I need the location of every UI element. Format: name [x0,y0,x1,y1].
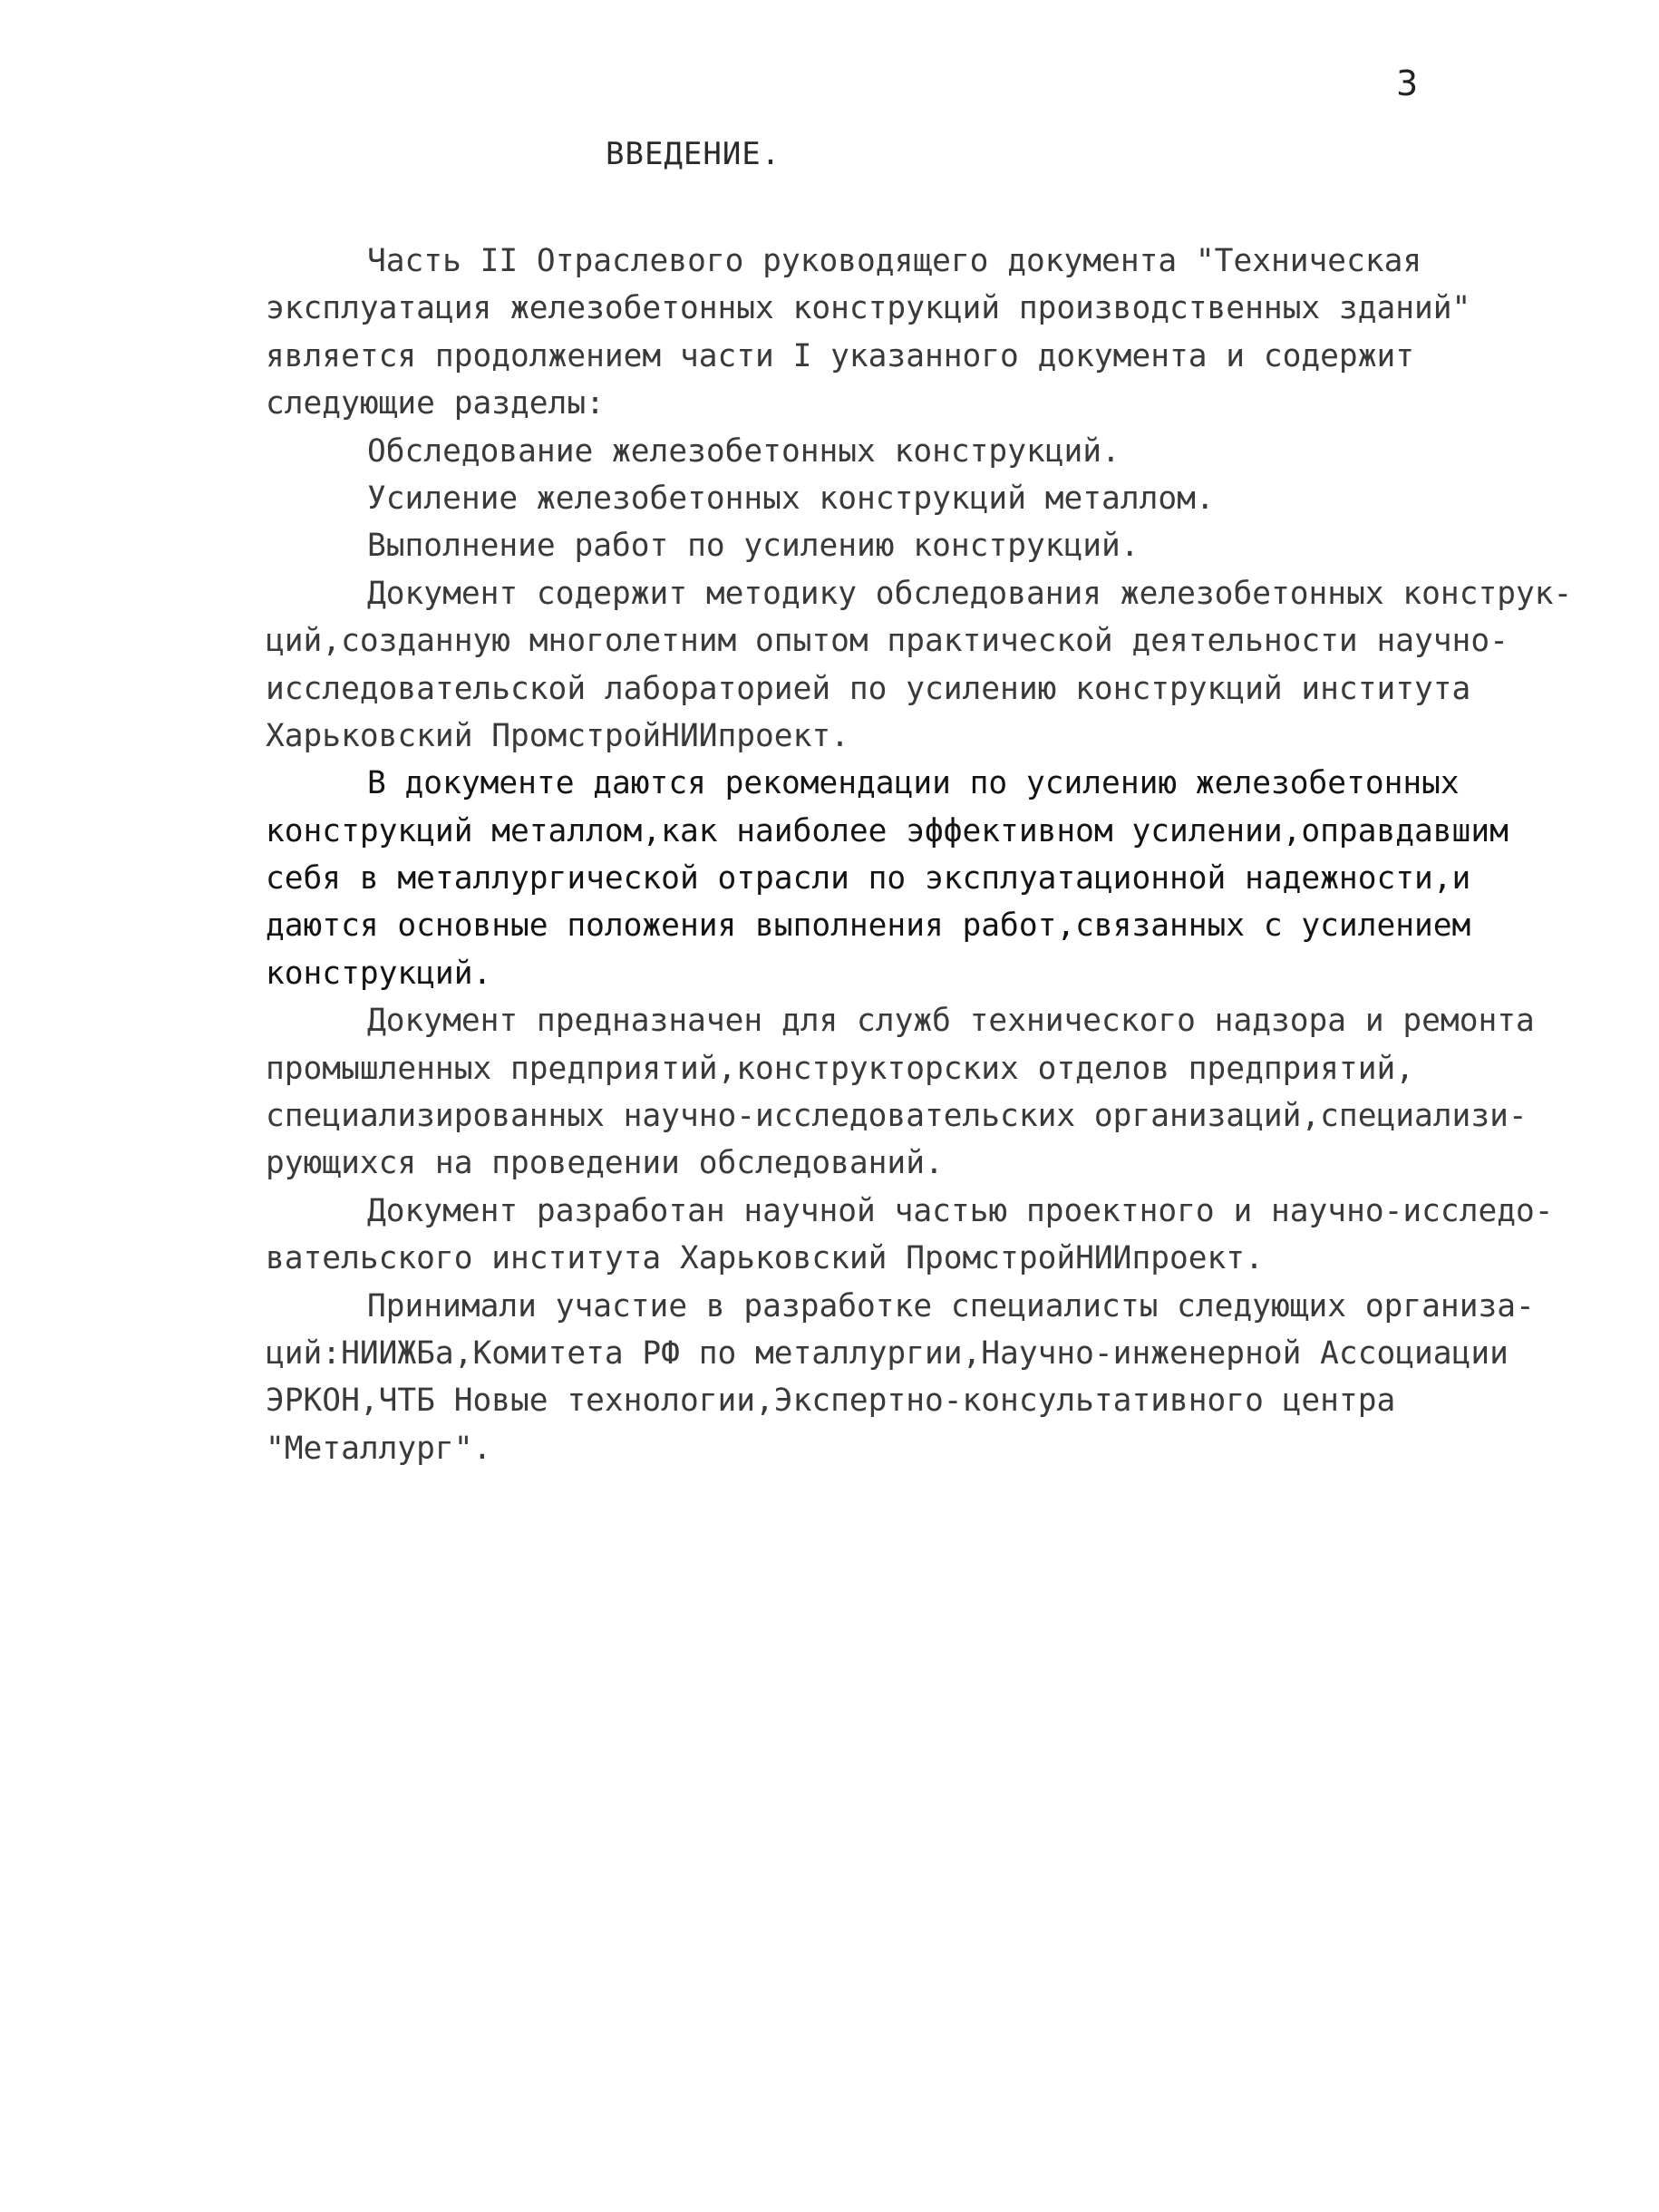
text-line: следующие разделы: [266,385,605,422]
text-line: ций:НИИЖБа,Комитета РФ по металлургии,Научно-инженерной Ассоциации [266,1334,1509,1372]
body-text [266,238,1607,1472]
text-line: вательского института Харьковский ПромстройНИИпроект. [266,1240,1264,1277]
text-line: Часть II Отраслевого руководящего документа "Техническая [367,243,1422,279]
text-line: Документ предназначен для служб технического надзора и ремонта [367,1003,1535,1040]
text-line: Документ разработан научной частью проектного и научно-исследо- [367,1192,1554,1229]
text-line: исследовательской лабораторией по усилению конструкций института [266,670,1471,707]
text-line: Усиление железобетонных конструкций металлом. [367,480,1215,517]
text-line: конструкций металлом,как наиболее эффективном усилении,оправдавшим [266,812,1509,849]
text-line: Принимали участие в разработке специалисты следующих организа- [367,1287,1535,1324]
text-line: "Металлург". [266,1430,492,1467]
text-line: является продолжением части I указанного документа и содержит [266,337,1415,374]
text-line: Выполнение работ по усилению конструкций. [367,528,1140,565]
text-line: Документ содержит методику обследования железобетонных конструк- [367,575,1573,612]
text-line: промышленных предприятий,конструкторских отделов предприятий, [266,1050,1415,1087]
text-line: Харьковский ПромстройНИИпроект. [266,717,849,754]
text-line: эксплуатация железобетонных конструкций производственных зданий" [266,290,1471,327]
text-line: специализированных научно-исследовательских организаций,специализи- [266,1098,1528,1135]
text-line: ЭРКОН,ЧТБ Новые технологии,Экспертно-консультативного центра [266,1382,1396,1420]
text-line: Обследование железобетонных конструкций. [367,432,1121,470]
text-line: даются основные положения выполнения работ,связанных с усилением [266,907,1471,945]
text-line: рующихся на проведении обследований. [266,1145,944,1182]
text-line: В документе даются рекомендации по усилению железобетонных [367,765,1460,802]
text-line: себя в металлургической отрасли по эксплуатационной надежности,и [266,860,1471,897]
section-title: ВВЕДЕНИЕ. [606,136,781,172]
page-number: 3 [1396,63,1419,103]
text-line: ций,созданную многолетним опытом практической деятельности научно- [266,623,1509,660]
text-line: конструкций. [266,955,492,992]
